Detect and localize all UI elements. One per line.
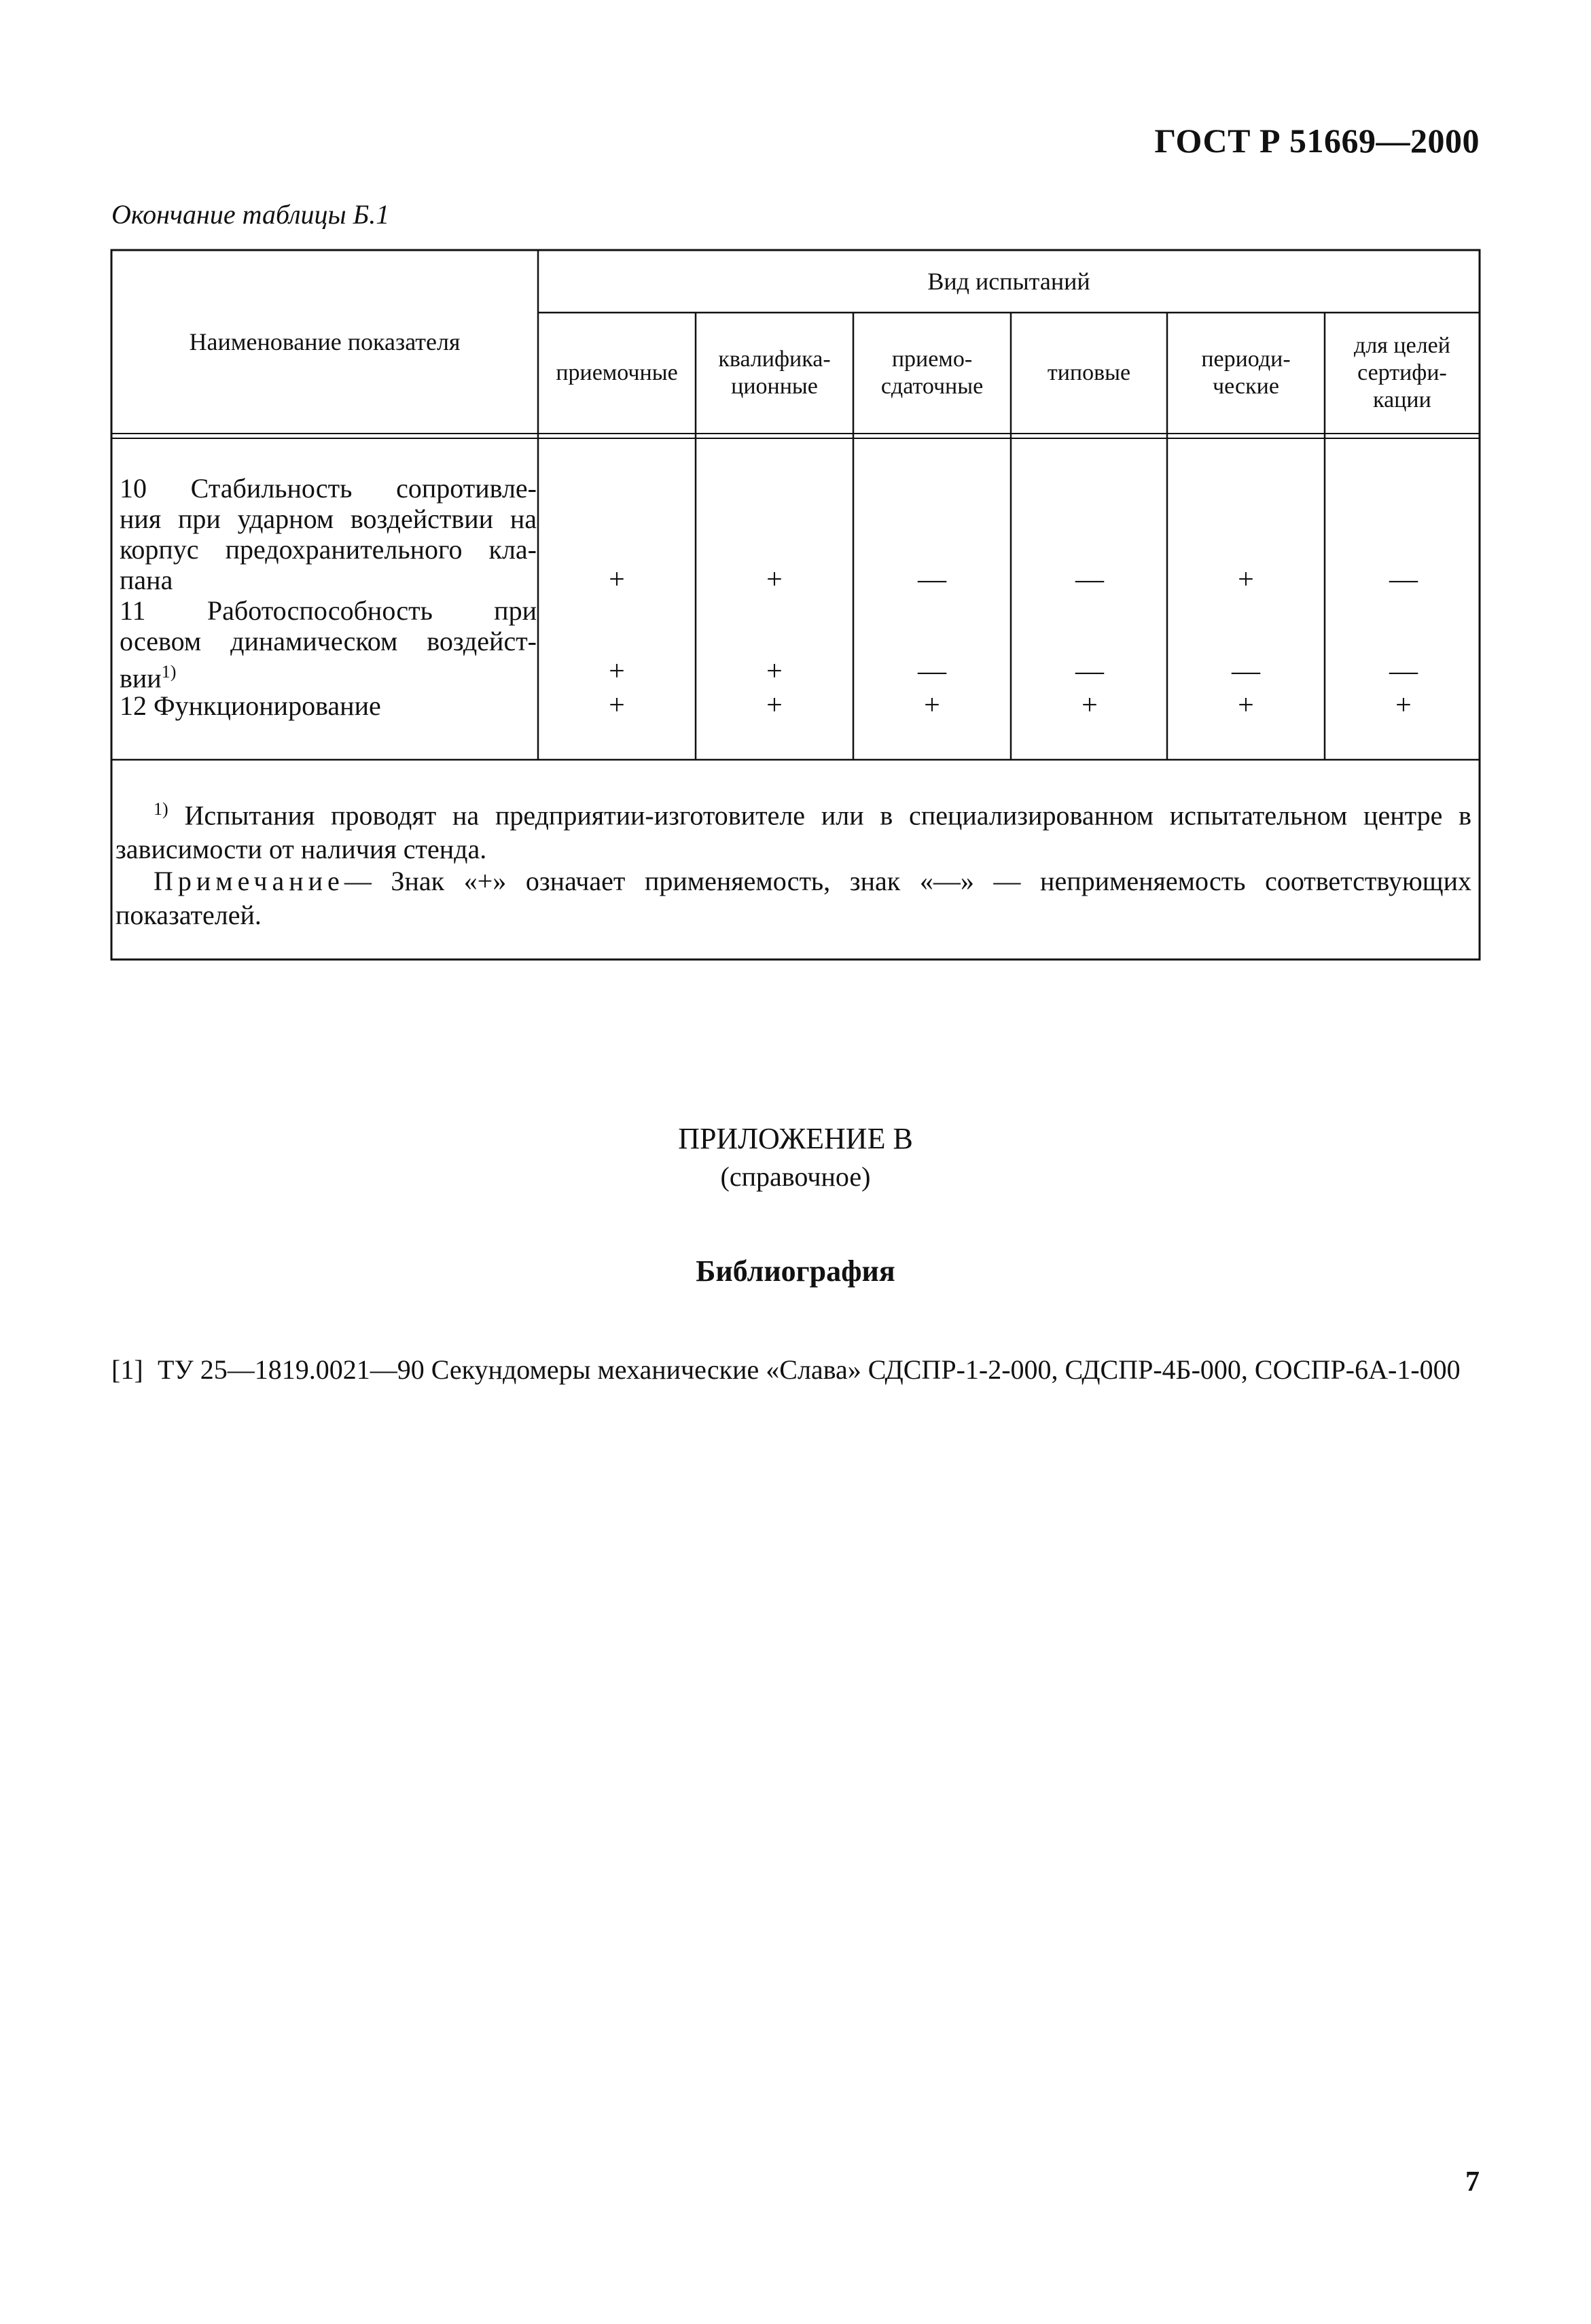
- column-header-type: типовые: [1047, 359, 1131, 385]
- note-text: — Знак «+» означает применяемость, знак «—» — неприменяемость соответствующих показателей.: [115, 866, 1471, 930]
- column-header-name: Наименование показателя: [189, 328, 461, 355]
- mark-cell: +: [1395, 690, 1412, 721]
- table-caption: Окончание таблицы Б.1: [111, 199, 390, 230]
- mark-cell: +: [609, 656, 625, 687]
- document-code: ГОСТ Р 51669—2000: [1154, 122, 1480, 160]
- mark-cell: —: [1232, 656, 1260, 687]
- mark-cell: —: [1389, 564, 1418, 595]
- row-label-line: пана: [120, 565, 173, 595]
- mark-cell: —: [1075, 656, 1104, 687]
- bibliography-title: Библиография: [696, 1254, 895, 1288]
- mark-cell: —: [918, 656, 946, 687]
- mark-cell: +: [924, 690, 940, 721]
- footnote-ref: 1): [161, 662, 177, 682]
- results-table: [110, 249, 1481, 962]
- table-footnote: [115, 792, 1471, 866]
- column-header-acceptance: приемочные: [556, 359, 678, 385]
- group-header-test-type: Вид испытаний: [927, 267, 1090, 295]
- column-header-delivery: приемо- сдаточные: [880, 346, 984, 399]
- mark-cell: +: [1238, 564, 1254, 595]
- mark-cell: +: [1081, 690, 1098, 721]
- mark-cell: —: [1075, 564, 1104, 595]
- mark-cell: +: [1238, 690, 1254, 721]
- table-note: [115, 864, 1471, 932]
- mark-cell: +: [766, 690, 783, 721]
- mark-cell: +: [609, 690, 625, 721]
- column-header-periodic: периоди- ческие: [1201, 346, 1291, 399]
- footnote-text: Испытания проводят на предприятии-изготовителе или в специализированном испытательном центре в зависимости от наличия стенда.: [115, 800, 1472, 865]
- row-label-line: 11 Работоспособность при: [120, 595, 537, 626]
- page-number: 7: [1465, 2166, 1480, 2198]
- row-label-line: 12 Функционирование: [120, 690, 381, 721]
- mark-cell: —: [918, 564, 946, 595]
- row-label-line: ния при ударном воздействии на: [120, 504, 537, 534]
- note-label: Примечание: [154, 866, 344, 896]
- bibliography-text: ТУ 25—1819.0021—90 Секундомеры механические «Слава» СДСПР-1-2-000, СДСПР-4Б-000, СОСПР-6А-1-000: [158, 1354, 1461, 1385]
- row-label-line: корпус предохранительного кла-: [120, 534, 537, 565]
- column-header-certification: для целей сертифи- кации: [1354, 332, 1450, 413]
- row-label-line: 10 Стабильность сопротивле-: [120, 473, 537, 504]
- column-header-qualification: квалифика- ционные: [718, 346, 831, 399]
- row-label-line: [120, 656, 537, 693]
- appendix-subtitle: (справочное): [720, 1161, 871, 1192]
- bibliography-number: [1]: [111, 1354, 143, 1385]
- mark-cell: +: [609, 564, 625, 595]
- appendix-title: ПРИЛОЖЕНИЕ В: [678, 1122, 913, 1155]
- row-label-line: осевом динамическом воздейст-: [120, 626, 537, 656]
- row-label-text: вии: [120, 663, 162, 694]
- mark-cell: +: [766, 656, 783, 687]
- footnote-marker: 1): [154, 799, 168, 819]
- mark-cell: —: [1389, 656, 1418, 687]
- mark-cell: +: [766, 564, 783, 595]
